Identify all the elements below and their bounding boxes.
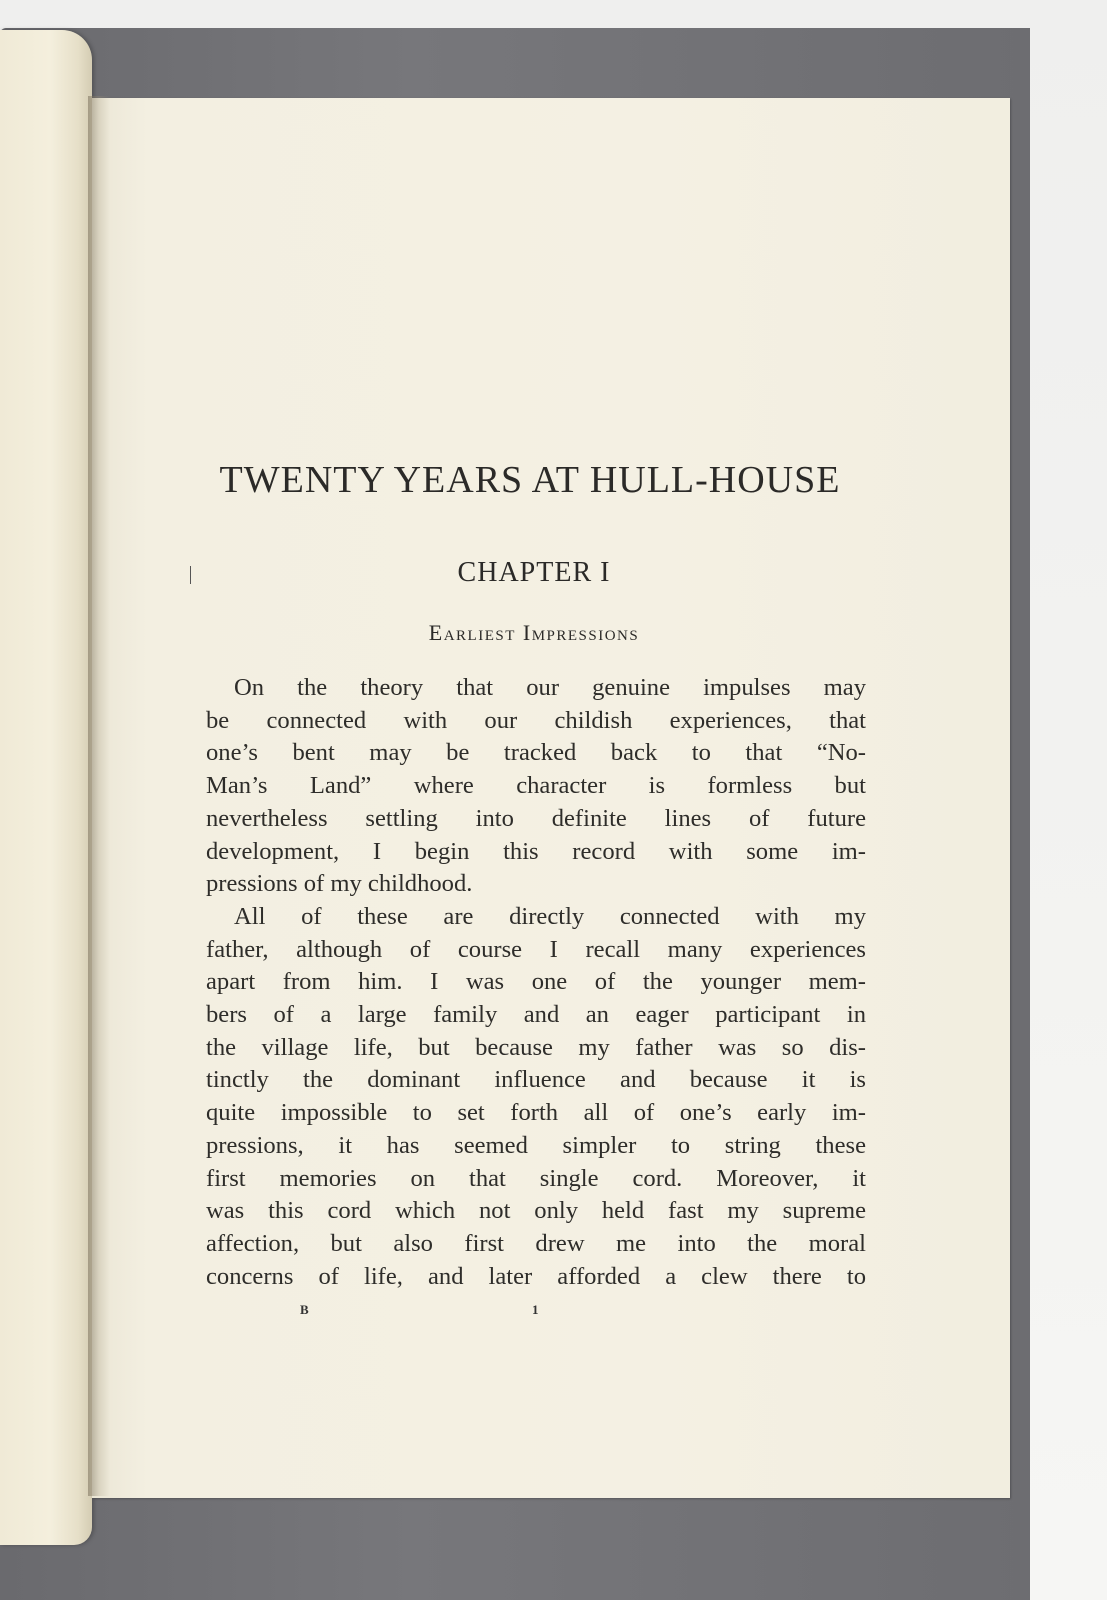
page-number: 1 <box>532 1302 539 1317</box>
text-line: apart from him. I was one of the younger mem- <box>206 968 866 996</box>
text-line: bers of a large family and an eager participant in <box>206 1001 866 1029</box>
text-line: nevertheless settling into definite lines of future <box>206 804 866 832</box>
text-line: be connected with our childish experiences, that <box>206 706 866 734</box>
paragraph-2 <box>206 901 866 1293</box>
chapter-title: Earliest Impressions <box>428 620 640 645</box>
signature-mark: B <box>300 1302 309 1317</box>
text-line: On the theory that our genuine impulses may <box>234 674 866 701</box>
book-title: TWENTY YEARS AT HULL-HOUSE <box>219 459 841 501</box>
text-line: All of these are directly connected with my <box>234 902 866 930</box>
facing-page-edge <box>0 30 92 1545</box>
text-line: concerns of life, and later afforded a clew there to <box>206 1262 866 1290</box>
body-text <box>206 672 866 1293</box>
text-line: Man’s Land” where character is formless but <box>206 772 866 800</box>
text-line: pressions, it has seemed simpler to string these <box>206 1131 866 1159</box>
text-line: pressions of my childhood. <box>206 870 473 898</box>
text-line: affection, but also first drew me into the moral <box>206 1229 866 1257</box>
text-line: one’s bent may be tracked back to that “No- <box>206 739 866 767</box>
chapter-number: CHAPTER I <box>457 557 611 588</box>
page-gutter-shadow <box>88 96 110 1496</box>
text-line: was this cord which not only held fast my supreme <box>206 1197 866 1225</box>
text-line: tinctly the dominant influence and because it is <box>206 1066 866 1094</box>
text-line: first memories on that single cord. Moreover, it <box>206 1164 866 1192</box>
paragraph-1 <box>206 672 866 901</box>
text-line: father, although of course I recall many experiences <box>206 935 866 963</box>
text-line: development, I begin this record with some im- <box>206 837 866 865</box>
text-line: quite impossible to set forth all of one’s early im- <box>206 1099 866 1127</box>
text-line: the village life, but because my father was so dis- <box>206 1033 866 1061</box>
